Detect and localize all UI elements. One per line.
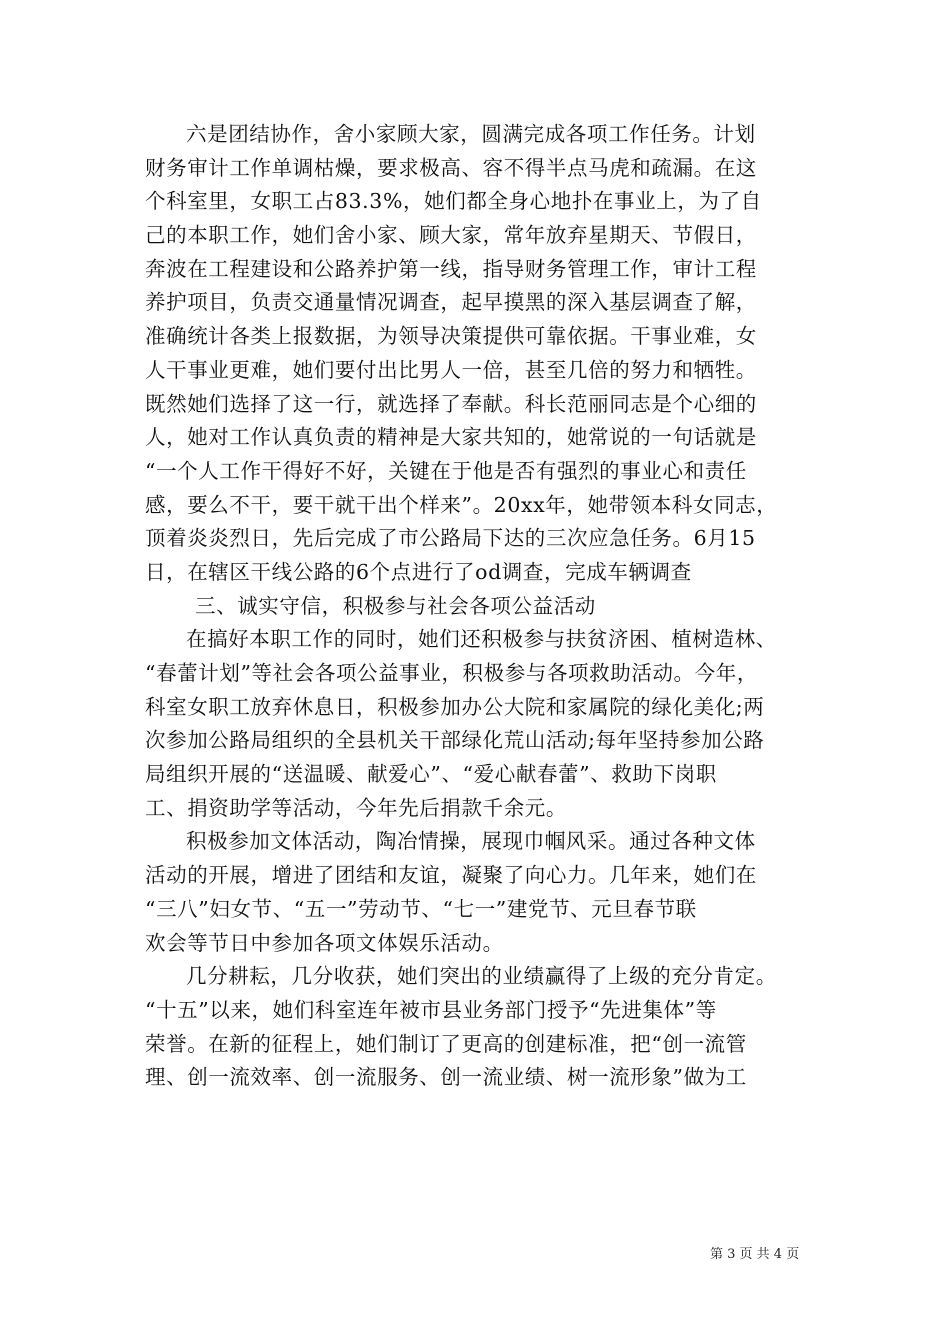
text-line: 财务审计工作单调枯燥，要求极高、容不得半点马虎和疏漏。在这 [145,155,757,180]
text-line: 奔波在工程建设和公路养护第一线，指导财务管理工作，审计工程 [145,256,757,281]
text-line: 六是团结协作，舍小家顾大家，圆满完成各项工作任务。计划 [186,122,756,146]
text-line: 顶着炎炎烈日，先后完成了市公路局下达的三次应急任务。6月15 [145,526,756,551]
text-line: 准确统计各类上报数据，为领导决策提供可靠依据。干事业难，女 [145,324,757,349]
text-line: 科室女职工放弃休息日，积极参加办公大院和家属院的绿化美化;两 [145,694,765,719]
text-line: “三八”妇女节、“五一”劳动节、“七一”建党节、元旦春节联 [145,896,697,921]
text-line: 人干事业更难，她们要付出比男人一倍，甚至几倍的努力和牺牲。 [145,357,757,382]
text-line: 荣誉。在新的征程上，她们制订了更高的创建标准，把“创一流管 [145,1031,747,1056]
text-line: 欢会等节日中参加各项文体娱乐活动。 [145,930,504,955]
text-line: 己的本职工作，她们舍小家、顾大家，常年放弃星期天、节假日， [145,223,757,248]
text-line: 养护项目，负责交通量情况调查，起早摸黑的深入基层调查了解， [145,290,757,315]
document-body [145,118,810,1095]
text-line: 个科室里，女职工占83.3%，她们都全身心地扑在事业上，为了自 [145,189,762,214]
text-line: 在搞好本职工作的同时，她们还积极参与扶贫济困、植树造林、 [186,627,777,652]
text-line: 感，要么不干，要干就干出个样来”。20xx年，她带领本科女同志， [145,492,778,517]
text-line: 既然她们选择了这一行，就选择了奉献。科长范丽同志是个心细的 [145,391,757,416]
text-line: 理、创一流效率、创一流服务、创一流业绩、树一流形象”做为工 [145,1065,747,1090]
text-line: 局组织开展的“送温暖、献爱心”、“爱心献春蕾”、救助下岗职 [145,762,717,787]
text-line: 人，她对工作认真负责的精神是大家共知的，她常说的一句话就是 [145,425,757,450]
page-number: 第 3 页 共 4 页 [710,1247,800,1262]
section-heading: 三、诚实守信，积极参与社会各项公益活动 [195,593,596,618]
text-line: “一个人工作干得好不好，关键在于他是否有强烈的事业心和责任 [145,458,747,483]
text-line: 日，在辖区干线公路的6个点进行了od调查，完成车辆调查 [145,559,692,584]
text-line: 次参加公路局组织的全县机关干部绿化荒山活动;每年坚持参加公路 [145,728,765,753]
text-line: 积极参加文体活动，陶冶情操，展现巾帼风采。通过各种文体 [186,829,756,854]
text-line: 活动的开展，增进了团结和友谊，凝聚了向心力。几年来，她们在 [145,863,757,888]
text-line: “春蕾计划”等社会各项公益事业，积极参与各项救助活动。今年， [145,661,758,685]
text-line: 工、捐资助学等活动，今年先后捐款千余元。 [145,795,567,820]
text-line: “十五”以来，她们科室连年被市县业务部门授予“先进集体”等 [145,997,717,1022]
text-line: 几分耕耘，几分收获，她们突出的业绩赢得了上级的充分肯定。 [186,964,777,989]
